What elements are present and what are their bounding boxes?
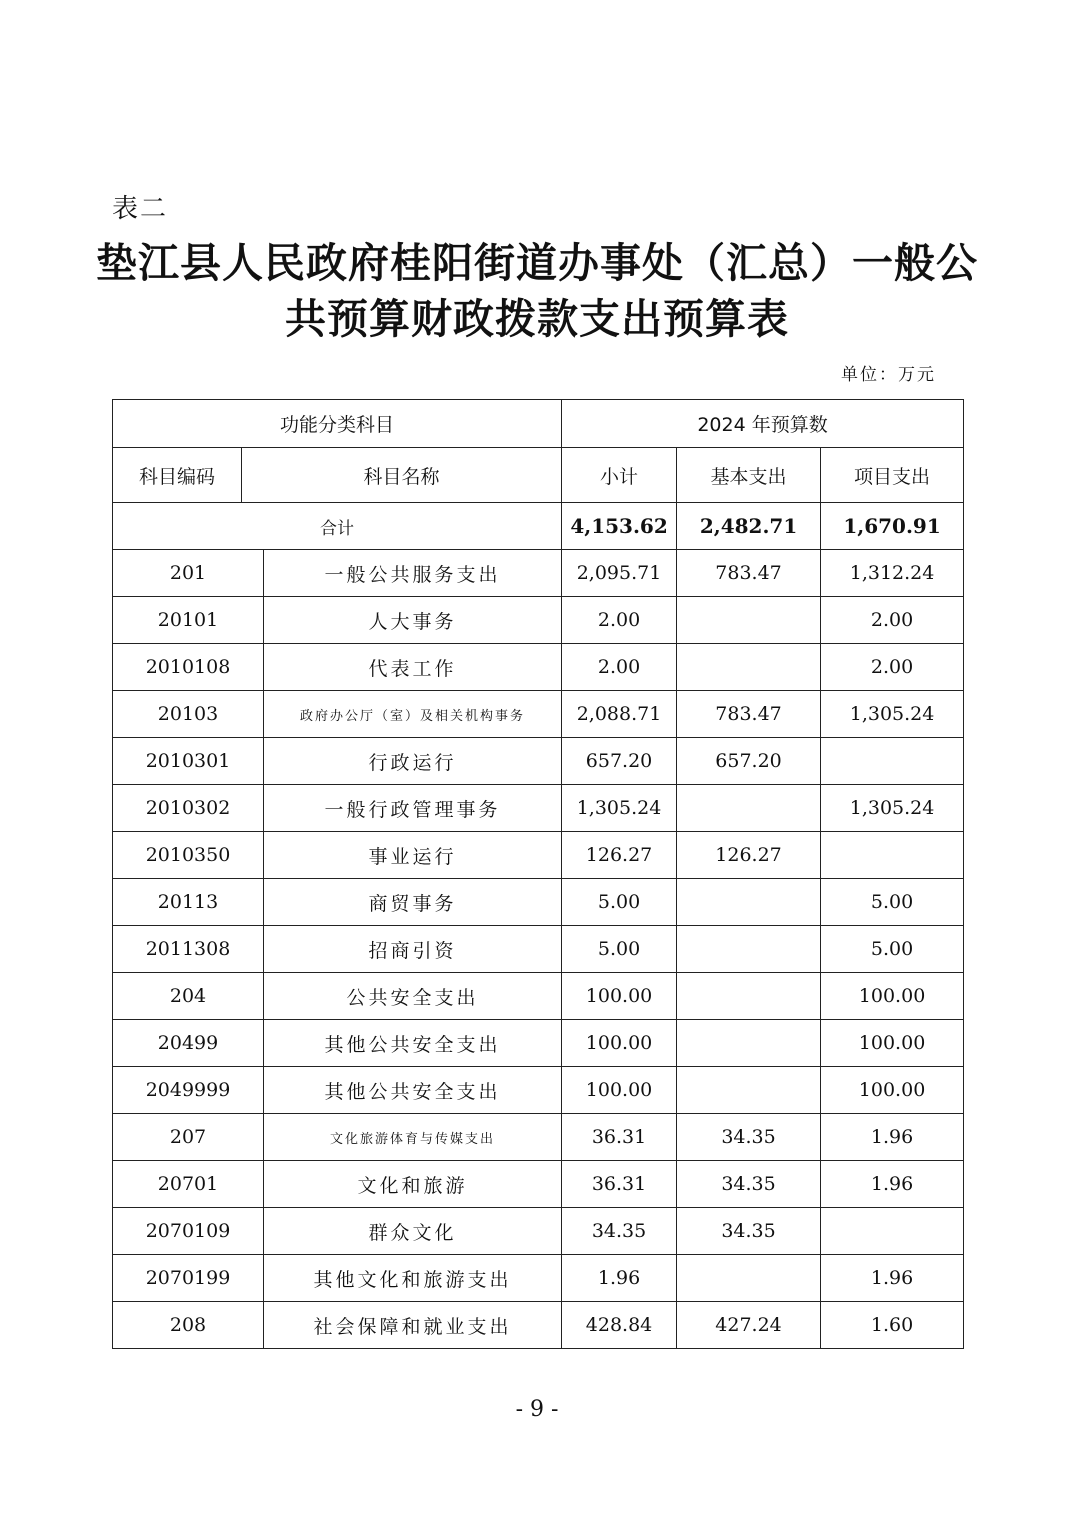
row-name: 社会保障和就业支出 [264,1302,562,1349]
row-code: 2010108 [113,644,264,691]
row-subtotal: 36.31 [562,1161,677,1208]
row-project: 5.00 [821,879,964,926]
total-row [113,503,964,550]
row-code: 2011308 [113,926,264,973]
total-project: 1,670.91 [821,503,964,550]
row-code: 201 [113,550,264,597]
budget-table [112,399,964,1349]
table-row [113,691,964,738]
table-row [113,597,964,644]
row-project: 1.96 [821,1114,964,1161]
row-name: 其他公共安全支出 [264,1020,562,1067]
row-code: 20101 [113,597,264,644]
table-row [113,550,964,597]
row-basic [677,973,821,1020]
row-name: 公共安全支出 [264,973,562,1020]
row-subtotal: 2,095.71 [562,550,677,597]
row-subtotal: 100.00 [562,1067,677,1114]
row-basic: 34.35 [677,1114,821,1161]
row-project: 100.00 [821,1067,964,1114]
table-row [113,1255,964,1302]
row-code: 2010301 [113,738,264,785]
row-basic: 427.24 [677,1302,821,1349]
row-name: 行政运行 [264,738,562,785]
row-basic [677,785,821,832]
row-project [821,832,964,879]
table-row [113,973,964,1020]
header-name: 科目名称 [242,448,562,503]
row-project: 1,312.24 [821,550,964,597]
row-project: 5.00 [821,926,964,973]
row-name: 其他文化和旅游支出 [264,1255,562,1302]
row-subtotal: 100.00 [562,1020,677,1067]
row-code: 207 [113,1114,264,1161]
row-project: 1,305.24 [821,785,964,832]
row-basic [677,1255,821,1302]
row-project [821,738,964,785]
row-code: 2049999 [113,1067,264,1114]
row-subtotal: 5.00 [562,879,677,926]
row-subtotal: 1.96 [562,1255,677,1302]
table-row [113,879,964,926]
page-number: - 9 - [515,1397,559,1422]
row-basic [677,926,821,973]
header-row-group [113,400,964,448]
row-code: 20701 [113,1161,264,1208]
row-name: 政府办公厅（室）及相关机构事务 [264,691,562,738]
header-row-columns [113,448,964,503]
row-project: 1.60 [821,1302,964,1349]
row-basic: 657.20 [677,738,821,785]
row-basic [677,644,821,691]
document-title-line-2: 共预算财政拨款支出预算表 [285,295,789,343]
table-row [113,785,964,832]
table-row [113,1302,964,1349]
row-name: 一般公共服务支出 [264,550,562,597]
row-basic: 126.27 [677,832,821,879]
row-name: 代表工作 [264,644,562,691]
table-row [113,1161,964,1208]
row-project: 100.00 [821,1020,964,1067]
row-name: 文化旅游体育与传媒支出 [264,1114,562,1161]
row-code: 2070199 [113,1255,264,1302]
row-name: 其他公共安全支出 [264,1067,562,1114]
row-project: 1.96 [821,1255,964,1302]
table-row [113,738,964,785]
row-project: 1.96 [821,1161,964,1208]
row-subtotal: 34.35 [562,1208,677,1255]
row-subtotal: 428.84 [562,1302,677,1349]
header-code: 科目编码 [113,448,242,503]
row-name: 人大事务 [264,597,562,644]
unit-label: 单位：万元 [841,365,936,385]
table-row [113,644,964,691]
row-subtotal: 5.00 [562,926,677,973]
row-subtotal: 36.31 [562,1114,677,1161]
row-basic: 783.47 [677,691,821,738]
row-name: 事业运行 [264,832,562,879]
row-name: 文化和旅游 [264,1161,562,1208]
row-name: 招商引资 [264,926,562,973]
header-project: 项目支出 [821,448,964,503]
row-code: 20499 [113,1020,264,1067]
row-code: 2010302 [113,785,264,832]
table-row [113,1114,964,1161]
row-project [821,1208,964,1255]
header-basic: 基本支出 [677,448,821,503]
row-subtotal: 100.00 [562,973,677,1020]
row-subtotal: 2.00 [562,644,677,691]
header-functional-classification: 功能分类科目 [113,400,562,448]
row-basic: 34.35 [677,1208,821,1255]
table-row [113,1208,964,1255]
row-basic: 34.35 [677,1161,821,1208]
row-name: 商贸事务 [264,879,562,926]
row-basic [677,1067,821,1114]
header-subtotal: 小计 [562,448,677,503]
row-code: 204 [113,973,264,1020]
total-label: 合计 [113,503,562,550]
row-code: 2010350 [113,832,264,879]
row-project: 2.00 [821,597,964,644]
header-budget-2024: 2024 年预算数 [562,400,964,448]
row-basic [677,597,821,644]
row-basic [677,1020,821,1067]
row-subtotal: 1,305.24 [562,785,677,832]
table-row [113,1020,964,1067]
row-code: 20113 [113,879,264,926]
table-label: 表二 [112,194,169,224]
row-subtotal: 657.20 [562,738,677,785]
row-code: 208 [113,1302,264,1349]
row-project: 100.00 [821,973,964,1020]
row-code: 2070109 [113,1208,264,1255]
total-subtotal: 4,153.62 [562,503,677,550]
row-name: 群众文化 [264,1208,562,1255]
table-row [113,832,964,879]
row-code: 20103 [113,691,264,738]
row-project: 1,305.24 [821,691,964,738]
row-project: 2.00 [821,644,964,691]
row-subtotal: 2,088.71 [562,691,677,738]
document-title-line-1: 垫江县人民政府桂阳街道办事处（汇总）一般公 [96,239,978,287]
total-basic: 2,482.71 [677,503,821,550]
table-row [113,1067,964,1114]
row-subtotal: 2.00 [562,597,677,644]
table-row [113,926,964,973]
row-subtotal: 126.27 [562,832,677,879]
row-name: 一般行政管理事务 [264,785,562,832]
row-basic: 783.47 [677,550,821,597]
row-basic [677,879,821,926]
